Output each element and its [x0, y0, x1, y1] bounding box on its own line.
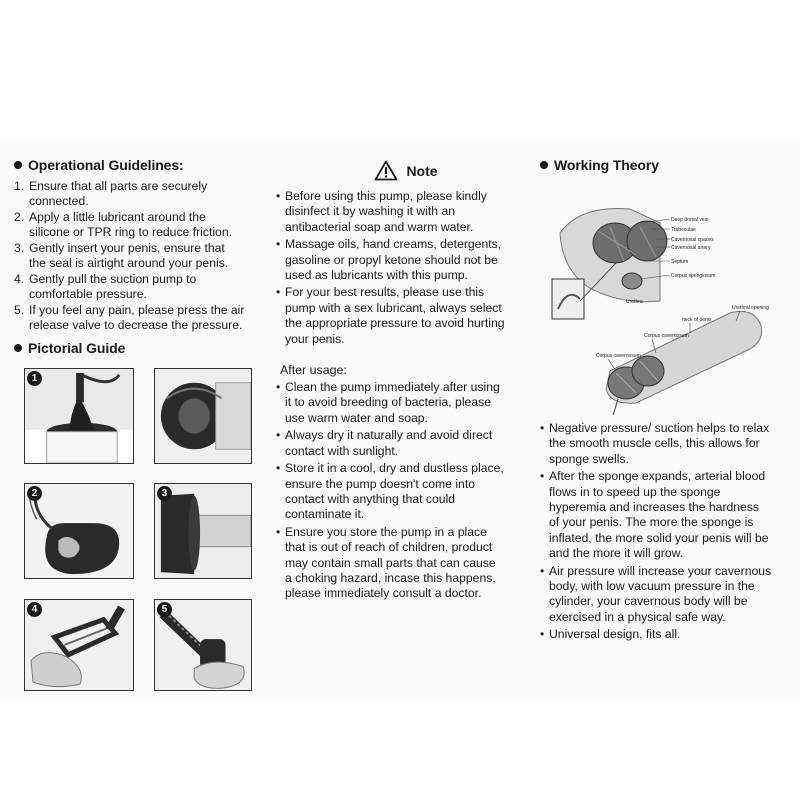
bullet-text: [285, 285, 505, 347]
note-heading: Note: [276, 160, 526, 181]
bullet-text: [285, 428, 492, 459]
bullet-line: of your penis. The more the sponge is: [549, 515, 754, 530]
step-badge-5: 5: [157, 602, 172, 617]
label-cavernosal-spaces: Cavernosal spaces: [671, 237, 714, 243]
bullet-icon: •: [540, 563, 545, 578]
step-line: Ensure that all parts are securely: [29, 179, 208, 193]
label-corpus-cavernosum-lower: Corpus cavernosum: [596, 353, 641, 359]
label-corpus-spongiosum: Corpus spongiosum: [671, 273, 716, 279]
label-cavernosal-artery: Cavernosal artery: [671, 245, 711, 251]
bullet-line: Clean the pump immediately after using: [285, 380, 500, 395]
anatomy-diagram: [540, 183, 790, 415]
anatomy-illustration: [540, 183, 790, 415]
bullet-line: contaminate it.: [285, 507, 365, 522]
label-trabeculae: Trabeculae: [671, 227, 696, 233]
bullet-line: your penis.: [285, 331, 345, 346]
bullet-line: disinfect it by washing it with an: [285, 204, 456, 219]
label-neck-of-penis: neck of penis: [682, 317, 712, 323]
lubricant-application-illustration: [25, 484, 133, 578]
pictorial-guide-grid: [14, 366, 254, 696]
bullet-text: [549, 469, 769, 561]
step-text: [29, 303, 244, 333]
bullet-line: Air pressure will increase your cavernous: [549, 563, 772, 578]
bullet-line: may contain small parts that can cause: [285, 555, 496, 570]
bullet-line: it to avoid breeding of bacteria, please: [285, 395, 491, 410]
label-corpus-cavernosum-upper: Corpus cavernosum: [644, 333, 689, 339]
label-septum: Septum: [671, 259, 689, 265]
note-item-1: [276, 189, 526, 235]
bullet-dot-icon: [14, 161, 22, 169]
guide-image-4: [24, 599, 134, 691]
step-badge-4: 4: [27, 602, 42, 617]
working-theory-list: [540, 421, 790, 643]
guide-image-5: [154, 599, 252, 691]
bullet-line: inflated, the more solid your penis will be: [549, 530, 769, 545]
bullet-text: [285, 525, 496, 602]
step-number: 3.: [14, 241, 25, 255]
working-theory-item-2: [540, 469, 790, 561]
working-theory-item-4: [540, 627, 790, 642]
step-line: connected.: [29, 194, 89, 208]
operational-steps-list: [14, 179, 276, 333]
bullet-line: exercised in a physical safe way.: [549, 609, 726, 624]
step-number: 2.: [14, 210, 25, 224]
step-text: [29, 179, 207, 209]
after-usage-list: [276, 380, 526, 602]
bullet-text: [285, 380, 500, 426]
step-line: silicone or TPR ring to reduce friction.: [29, 225, 232, 239]
note-list: [276, 189, 526, 347]
bullet-line: ensure the pump doesn't come into: [285, 476, 475, 491]
working-theory-item-3: [540, 564, 790, 626]
step-badge-2: 2: [27, 486, 42, 501]
bullet-icon: •: [276, 189, 281, 203]
bullet-line: antibacterial soap and warm water.: [285, 219, 474, 234]
sealing-ring-illustration: [155, 369, 251, 463]
bullet-line: For your best results, please use this: [285, 285, 485, 300]
guide-image-1: [24, 368, 134, 464]
bullet-line: pump with a sex lubricant, always select: [285, 300, 502, 315]
bullet-line: Ensure you store the pump in a place: [285, 524, 487, 539]
working-theory-item-1: [540, 421, 790, 467]
bullet-line: Always dry it naturally and avoid direct: [285, 428, 493, 443]
bullet-line: gasoline or propyl ketone should not be: [285, 252, 498, 267]
note-item-2: [276, 237, 526, 283]
operational-step-2: [14, 210, 276, 240]
middle-column: [276, 160, 526, 604]
after-usage-item-2: [276, 428, 526, 459]
bullet-line: sponge swells.: [549, 451, 629, 466]
step-line: Apply a little lubricant around the: [29, 210, 206, 224]
step-line: Gently pull the suction pump to: [29, 272, 197, 286]
bullet-line: After the sponge expands, arterial blood: [549, 469, 766, 484]
bullet-icon: •: [540, 627, 545, 642]
bullet-text: [285, 189, 487, 235]
left-column: [14, 157, 276, 696]
bullet-text: [549, 564, 771, 626]
step-text: [29, 210, 232, 240]
pump-assembly-illustration: [25, 369, 133, 463]
bullet-icon: •: [276, 380, 281, 395]
bullet-line: hyperemia and increases the hardness: [549, 500, 760, 515]
step-badge-3: 3: [157, 486, 172, 501]
bullet-line: please immediately consult a doctor.: [285, 586, 482, 601]
bullet-line: Before using this pump, please kindly: [285, 189, 487, 203]
bullet-line: the smooth muscle cells, this allows for: [549, 436, 760, 451]
step-line: Gently insert your penis, ensure that: [29, 241, 225, 255]
bullet-line: used as lubricants with this pump.: [285, 268, 468, 283]
warning-triangle-icon: [374, 160, 398, 181]
label-deep-dorsal-vein: Deep dorsal vein: [671, 217, 709, 223]
bullet-dot-icon: [540, 161, 548, 169]
bullet-line: the appropriate pressure to avoid hurting: [285, 316, 505, 331]
guide-image-ring: [154, 368, 252, 464]
bullet-line: Massage oils, hand creams, detergents,: [285, 237, 502, 252]
label-urethral-opening: Urethral opening: [732, 305, 769, 311]
step-line: If you feel any pain, please press the air: [29, 303, 245, 317]
bullet-icon: •: [276, 285, 281, 300]
bullet-icon: •: [276, 524, 281, 539]
working-theory-heading: Working Theory: [540, 157, 790, 173]
operational-step-1: [14, 179, 276, 209]
bullet-line: Store it in a cool, dry and dustless place,: [285, 461, 504, 476]
step-line: the seal is airtight around your penis.: [29, 256, 229, 270]
bullet-dot-icon: [14, 344, 22, 352]
bullet-icon: •: [540, 469, 545, 484]
bullet-line: and the more it will grow.: [549, 546, 684, 561]
suction-pump-illustration: [25, 600, 133, 690]
bullet-line: Negative pressure/ suction helps to relax: [549, 421, 770, 435]
step-number: 1.: [14, 179, 25, 193]
bullet-line: contact with anything that could: [285, 491, 456, 506]
right-column: [540, 157, 790, 645]
step-text: [29, 272, 196, 302]
step-line: comfortable pressure.: [29, 287, 147, 301]
after-usage-item-3: [276, 461, 526, 523]
bullet-line: a choking hazard, incase this happens,: [285, 570, 496, 585]
bullet-icon: •: [540, 421, 545, 435]
bullet-line: body, with low vacuum pressure in the: [549, 579, 755, 594]
step-line: release valve to decrease the pressure.: [29, 318, 243, 332]
bullet-line: cylinder, your cavernous body will be: [549, 594, 748, 609]
bullet-line: contact with sunlight.: [285, 443, 399, 458]
bullet-line: that is out of reach of children, product: [285, 540, 493, 555]
pictorial-guide-heading: Pictorial Guide: [14, 340, 276, 356]
step-number: 5.: [14, 303, 25, 317]
bullet-icon: •: [276, 428, 281, 443]
step-text: [29, 241, 228, 271]
label-urethra: Urethra: [626, 299, 643, 305]
after-usage-heading: After usage:: [280, 363, 347, 378]
bullet-text: [549, 421, 769, 467]
step-number: 4.: [14, 272, 25, 286]
after-usage-item-4: [276, 525, 526, 602]
bullet-text: [285, 461, 504, 523]
note-item-3: [276, 285, 526, 347]
guide-image-2: [24, 483, 134, 579]
bullet-text: [549, 627, 680, 642]
bullet-line: flows in to speed up the sponge: [549, 484, 721, 499]
bullet-line: Universal design, fits all.: [549, 627, 681, 642]
bullet-text: [285, 237, 501, 283]
operational-step-4: [14, 272, 276, 302]
bullet-icon: •: [276, 237, 281, 252]
after-usage-item-1: [276, 380, 526, 426]
step-badge-1: 1: [27, 371, 42, 386]
operational-guidelines-heading: Operational Guidelines:: [14, 157, 276, 173]
bullet-line: use warm water and soap.: [285, 410, 428, 425]
guide-image-3: [154, 483, 252, 579]
operational-step-5: [14, 303, 276, 333]
operational-step-3: [14, 241, 276, 271]
bullet-icon: •: [276, 461, 281, 476]
